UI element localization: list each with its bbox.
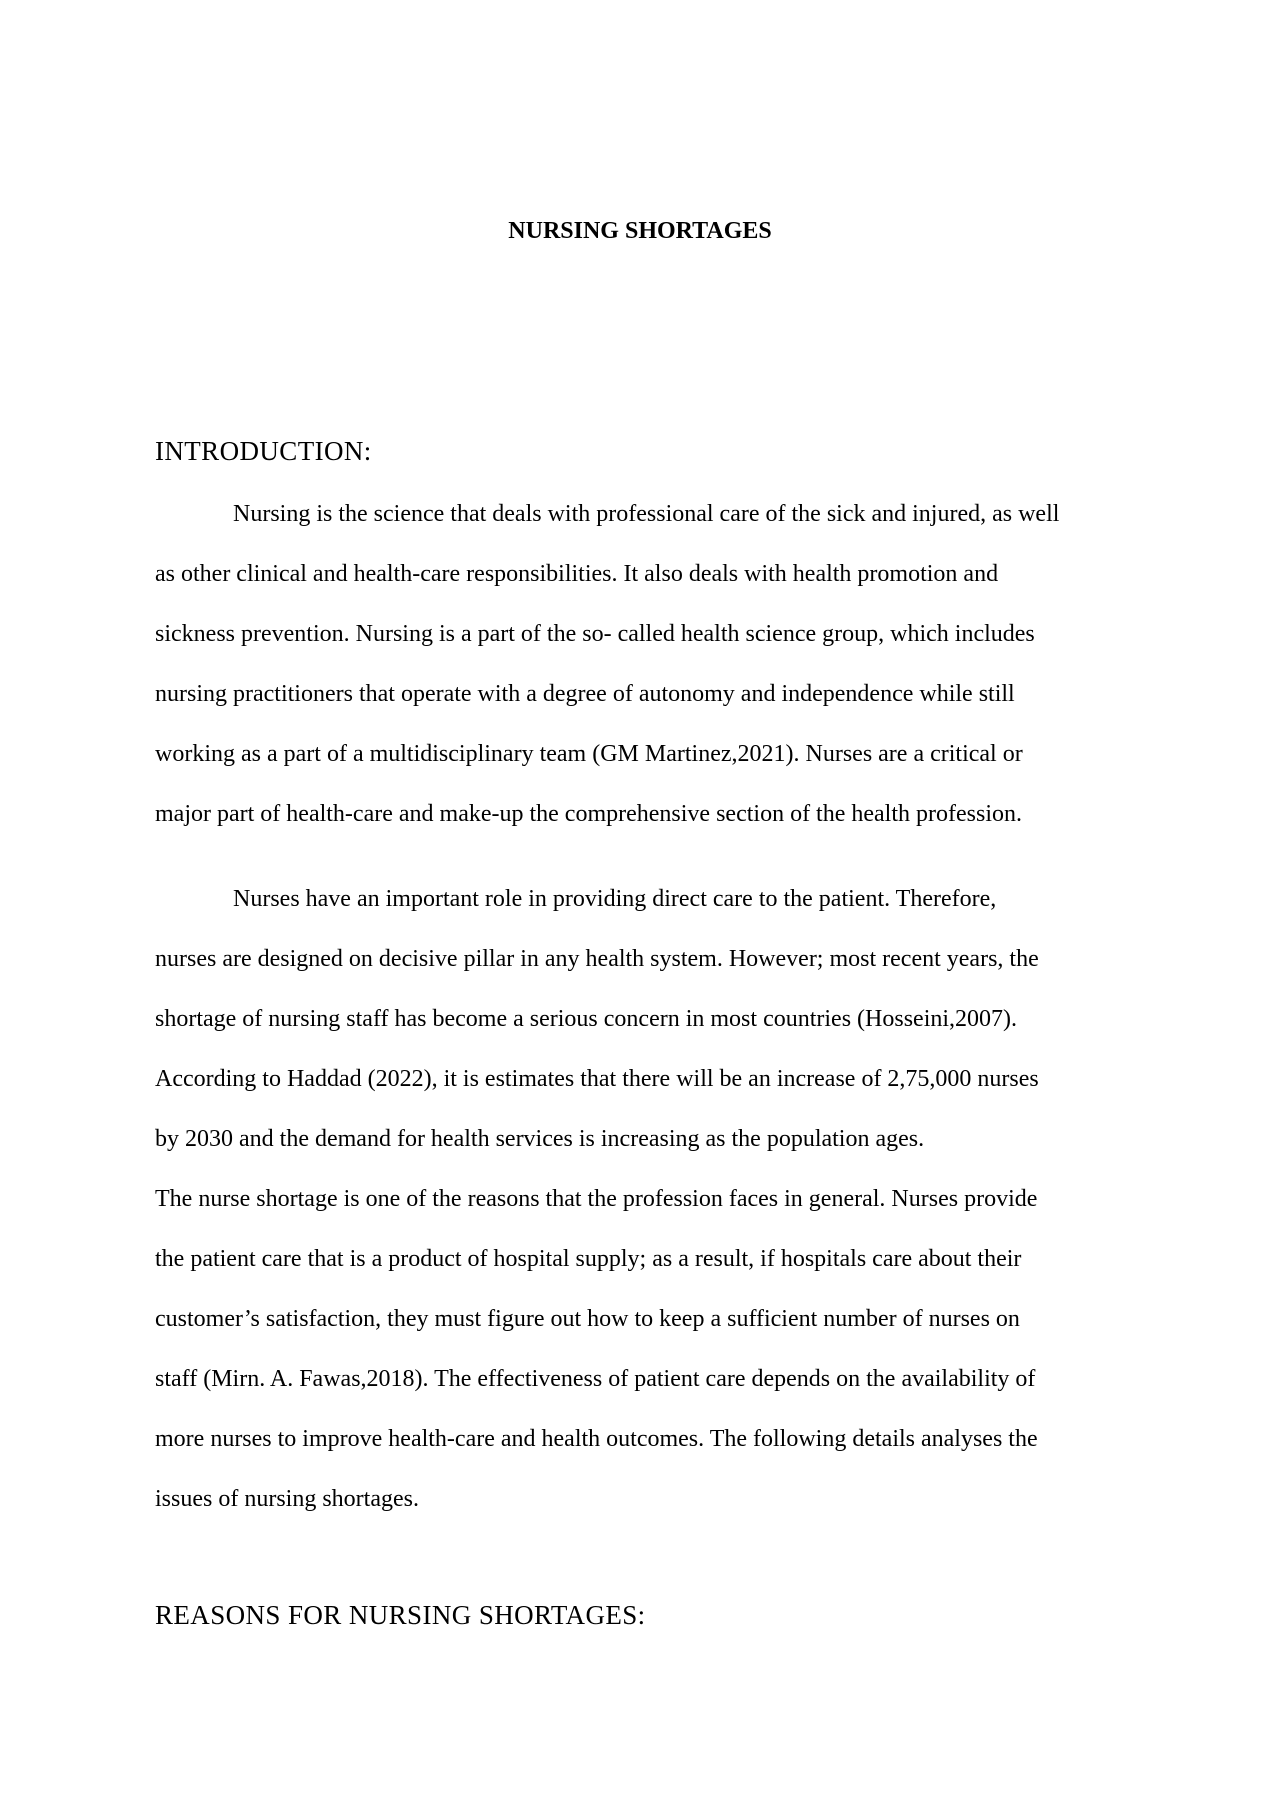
paragraph-line: more nurses to improve health-care and health outcomes. The following details analyses the [155, 1426, 1038, 1452]
paragraph-line: as other clinical and health-care responsibilities. It also deals with health promotion and [155, 561, 999, 587]
intro-paragraph-1 [155, 484, 1130, 844]
paragraph-line: customer’s satisfaction, they must figure out how to keep a sufficient number of nurses on [155, 1306, 1020, 1332]
reasons-heading: REASONS FOR NURSING SHORTAGES: [155, 1600, 646, 1630]
paragraph-line: by 2030 and the demand for health services is increasing as the population ages. [155, 1126, 925, 1152]
paragraph-line: According to Haddad (2022), it is estimates that there will be an increase of 2,75,000 nurses [155, 1066, 1039, 1092]
paragraph-line: Nursing is the science that deals with professional care of the sick and injured, as well [233, 501, 1060, 527]
intro-paragraph-2 [155, 869, 1130, 1169]
paragraph-line: nurses are designed on decisive pillar in any health system. However; most recent years, the [155, 946, 1039, 972]
paragraph-line: issues of nursing shortages. [155, 1486, 419, 1512]
paragraph-line: Nurses have an important role in providing direct care to the patient. Therefore, [233, 886, 997, 912]
paragraph-line: working as a part of a multidisciplinary team (GM Martinez,2021). Nurses are a critical or [155, 741, 1023, 767]
paragraph-line: sickness prevention. Nursing is a part of the so- called health science group, which includes [155, 621, 1035, 647]
paragraph-line: The nurse shortage is one of the reasons that the profession faces in general. Nurses provide [155, 1186, 1038, 1212]
paragraph-line: the patient care that is a product of hospital supply; as a result, if hospitals care about their [155, 1246, 1022, 1272]
paragraph-line: nursing practitioners that operate with a degree of autonomy and independence while still [155, 681, 1015, 707]
document-title: NURSING SHORTAGES [508, 218, 772, 244]
paragraph-line: major part of health-care and make-up the comprehensive section of the health profession. [155, 801, 1022, 827]
paragraph-line: shortage of nursing staff has become a serious concern in most countries (Hosseini,2007). [155, 1006, 1018, 1032]
intro-paragraph-3 [155, 1169, 1130, 1529]
paragraph-line: staff (Mirn. A. Fawas,2018). The effectiveness of patient care depends on the availability of [155, 1366, 1036, 1392]
introduction-heading: INTRODUCTION: [155, 436, 372, 466]
